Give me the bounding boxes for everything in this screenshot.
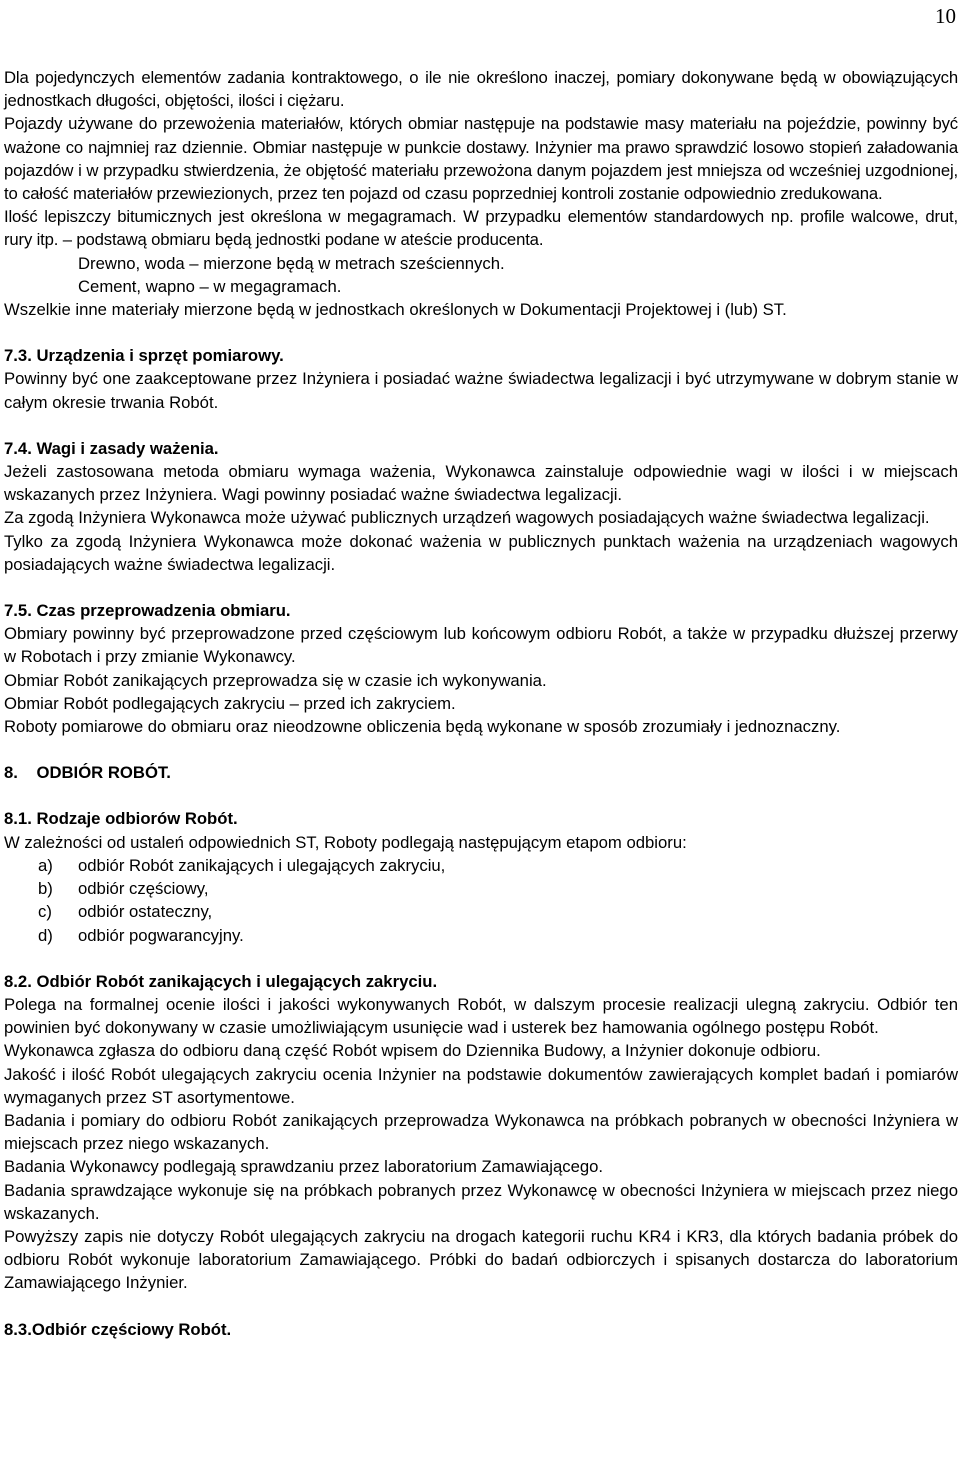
paragraph: Za zgodą Inżyniera Wykonawca może używać publicznych urządzeń wagowych posiadających ważne świadectwa legalizacji. bbox=[4, 508, 930, 528]
section-number: 8.3. bbox=[4, 1319, 32, 1339]
paragraph: Dla pojedynczych elementów zadania kontraktowego, o ile nie określono inaczej, pomiary dokonywane będą w obowiązujących jednostkach długości, objętości, ilości i ciężaru. bbox=[4, 68, 958, 111]
paragraph: Badania Wykonawcy podlegają sprawdzaniu przez laboratorium Zamawiającego. bbox=[4, 1157, 604, 1177]
section-heading-7-4 bbox=[4, 437, 958, 460]
paragraph: Polega na formalnej ocenie ilości i jakości wykonywanych Robót, w dalszym procesie realizacji ulegną zakryciu. Odbiór ten powinien być dokonywany w czasie umożliwiającym usunięcie wad i usterek bez hamowania ogólnego postępu Robót. bbox=[4, 994, 958, 1038]
paragraph: Obmiary powinny być przeprowadzone przed częściowym lub końcowym odbioru Robót, a także w przypadku dłuższej przerwy w Robotach i przy zmianie Wykonawcy. bbox=[4, 624, 958, 667]
section-heading-7-5 bbox=[4, 599, 958, 622]
list-marker: a) bbox=[38, 855, 53, 875]
list-item-text: odbiór pogwarancyjny. bbox=[78, 925, 244, 945]
list-item bbox=[4, 877, 958, 900]
section-title: ODBIÓR ROBÓT. bbox=[36, 763, 171, 783]
section-heading-8 bbox=[4, 761, 958, 784]
section-number: 8.2. bbox=[4, 971, 32, 991]
page-number: 10 bbox=[935, 4, 956, 28]
paragraph: Jeżeli zastosowana metoda obmiaru wymaga ważenia, Wykonawca zainstaluje odpowiednie wagi w ilości i w miejscach wskazanych przez Inżyniera. Wagi powinny posiadać ważne świadectwa legalizacji. bbox=[4, 462, 958, 505]
section-heading-7-3 bbox=[4, 344, 958, 367]
list-item-text: odbiór ostateczny, bbox=[78, 902, 213, 922]
list-marker: d) bbox=[38, 925, 53, 945]
section-number: 7.4. bbox=[4, 438, 32, 458]
section-number: 7.3. bbox=[4, 346, 32, 366]
section-heading-8-1 bbox=[4, 807, 958, 830]
list-item bbox=[4, 854, 958, 877]
list-item-text: odbiór Robót zanikających i ulegających zakryciu, bbox=[78, 855, 446, 875]
paragraph: Powinny być one zaakceptowane przez Inżyniera i posiadać ważne świadectwa legalizacji i być utrzymywane w dobrym stanie w całym okresie trwania Robót. bbox=[4, 369, 958, 412]
section-number: 8.1. bbox=[4, 809, 32, 829]
paragraph: Roboty pomiarowe do obmiaru oraz nieodzowne obliczenia będą wykonane w sposób zrozumiały i jednoznaczny. bbox=[4, 717, 841, 737]
paragraph: W zależności od ustaleń odpowiednich ST, Roboty podlegają następującym etapom odbioru: bbox=[4, 832, 687, 852]
acceptance-stages-list bbox=[4, 854, 958, 947]
paragraph: Wszelkie inne materiały mierzone będą w jednostkach określonych w Dokumentacji Projektowej i (lub) ST. bbox=[4, 300, 787, 320]
section-title: Rodzaje odbiorów Robót. bbox=[36, 809, 238, 829]
document-body bbox=[4, 66, 958, 1341]
paragraph: Obmiar Robót zanikających przeprowadza się w czasie ich wykonywania. bbox=[4, 670, 547, 690]
section-heading-8-2 bbox=[4, 970, 958, 993]
list-item bbox=[4, 900, 958, 923]
section-title: Odbiór częściowy Robót. bbox=[31, 1319, 232, 1339]
paragraph: Pojazdy używane do przewożenia materiałów, których obmiar następuje na podstawie masy materiału na pojeździe, powinny być ważone co najmniej raz dziennie. Obmiar następuje w punkcie dostawy. Inżynier ma prawo sprawdzić losowo stopień załadowania pojazdów i w przypadku stwierdzenia, że objętość materiału przewożona danym pojazdem jest mniejsza od wcześniej uzgodnionej, to całość materiałów przewiezionych, przez ten pojazd od czasu poprzedniej kontroli zostanie odpowiednio zredukowana. bbox=[4, 114, 958, 204]
section-title: Wagi i zasady ważenia. bbox=[36, 438, 219, 458]
list-marker: b) bbox=[38, 879, 53, 899]
paragraph: Ilość lepiszczy bitumicznych jest określona w megagramach. W przypadku elementów standardowych np. profile walcowe, drut, rury itp. – podstawą obmiaru będą jednostki podane w ateście producenta. bbox=[4, 207, 958, 250]
section-title: Urządzenia i sprzęt pomiarowy. bbox=[36, 346, 284, 366]
section-title: Czas przeprowadzenia obmiaru. bbox=[36, 601, 291, 621]
list-item-text: odbiór częściowy, bbox=[78, 879, 209, 899]
list-marker: c) bbox=[38, 902, 52, 922]
section-heading-8-3 bbox=[4, 1318, 958, 1341]
paragraph: Jakość i ilość Robót ulegających zakryciu ocenia Inżynier na podstawie dokumentów zawierających komplet badań i pomiarów wymaganych przez ST asortymentowe. bbox=[4, 1064, 958, 1107]
paragraph: Powyższy zapis nie dotyczy Robót ulegających zakryciu na drogach kategorii ruchu KR4 i KR3, dla których badania próbek do odbioru Robót wykonuje laboratorium Zamawiającego. Próbki do badań odbiorczych i spisanych dostarcza do laboratorium Zamawiającego Inżynier. bbox=[4, 1226, 958, 1293]
indented-paragraph: Drewno, woda – mierzone będą w metrach sześciennych. bbox=[78, 253, 505, 273]
section-number: 8. bbox=[4, 763, 18, 783]
list-item bbox=[4, 924, 958, 947]
paragraph: Wykonawca zgłasza do odbioru daną część Robót wpisem do Dziennika Budowy, a Inżynier dokonuje odbioru. bbox=[4, 1041, 821, 1061]
section-number: 7.5. bbox=[4, 601, 32, 621]
paragraph: Badania sprawdzające wykonuje się na próbkach pobranych przez Wykonawcę w obecności Inżyniera w miejscach przez niego wskazanych. bbox=[4, 1180, 958, 1223]
paragraph: Obmiar Robót podlegających zakryciu – przed ich zakryciem. bbox=[4, 693, 456, 713]
paragraph: Tylko za zgodą Inżyniera Wykonawca może dokonać ważenia w publicznych punktach ważenia na urządzeniach wagowych posiadających ważne świadectwa legalizacji. bbox=[4, 531, 958, 574]
paragraph: Badania i pomiary do odbioru Robót zanikających przeprowadza Wykonawca na próbkach pobranych w obecności Inżyniera w miejscach przez niego wskazanych. bbox=[4, 1110, 958, 1154]
section-title: Odbiór Robót zanikających i ulegających zakryciu. bbox=[36, 971, 438, 991]
indented-paragraph: Cement, wapno – w megagramach. bbox=[78, 276, 342, 296]
